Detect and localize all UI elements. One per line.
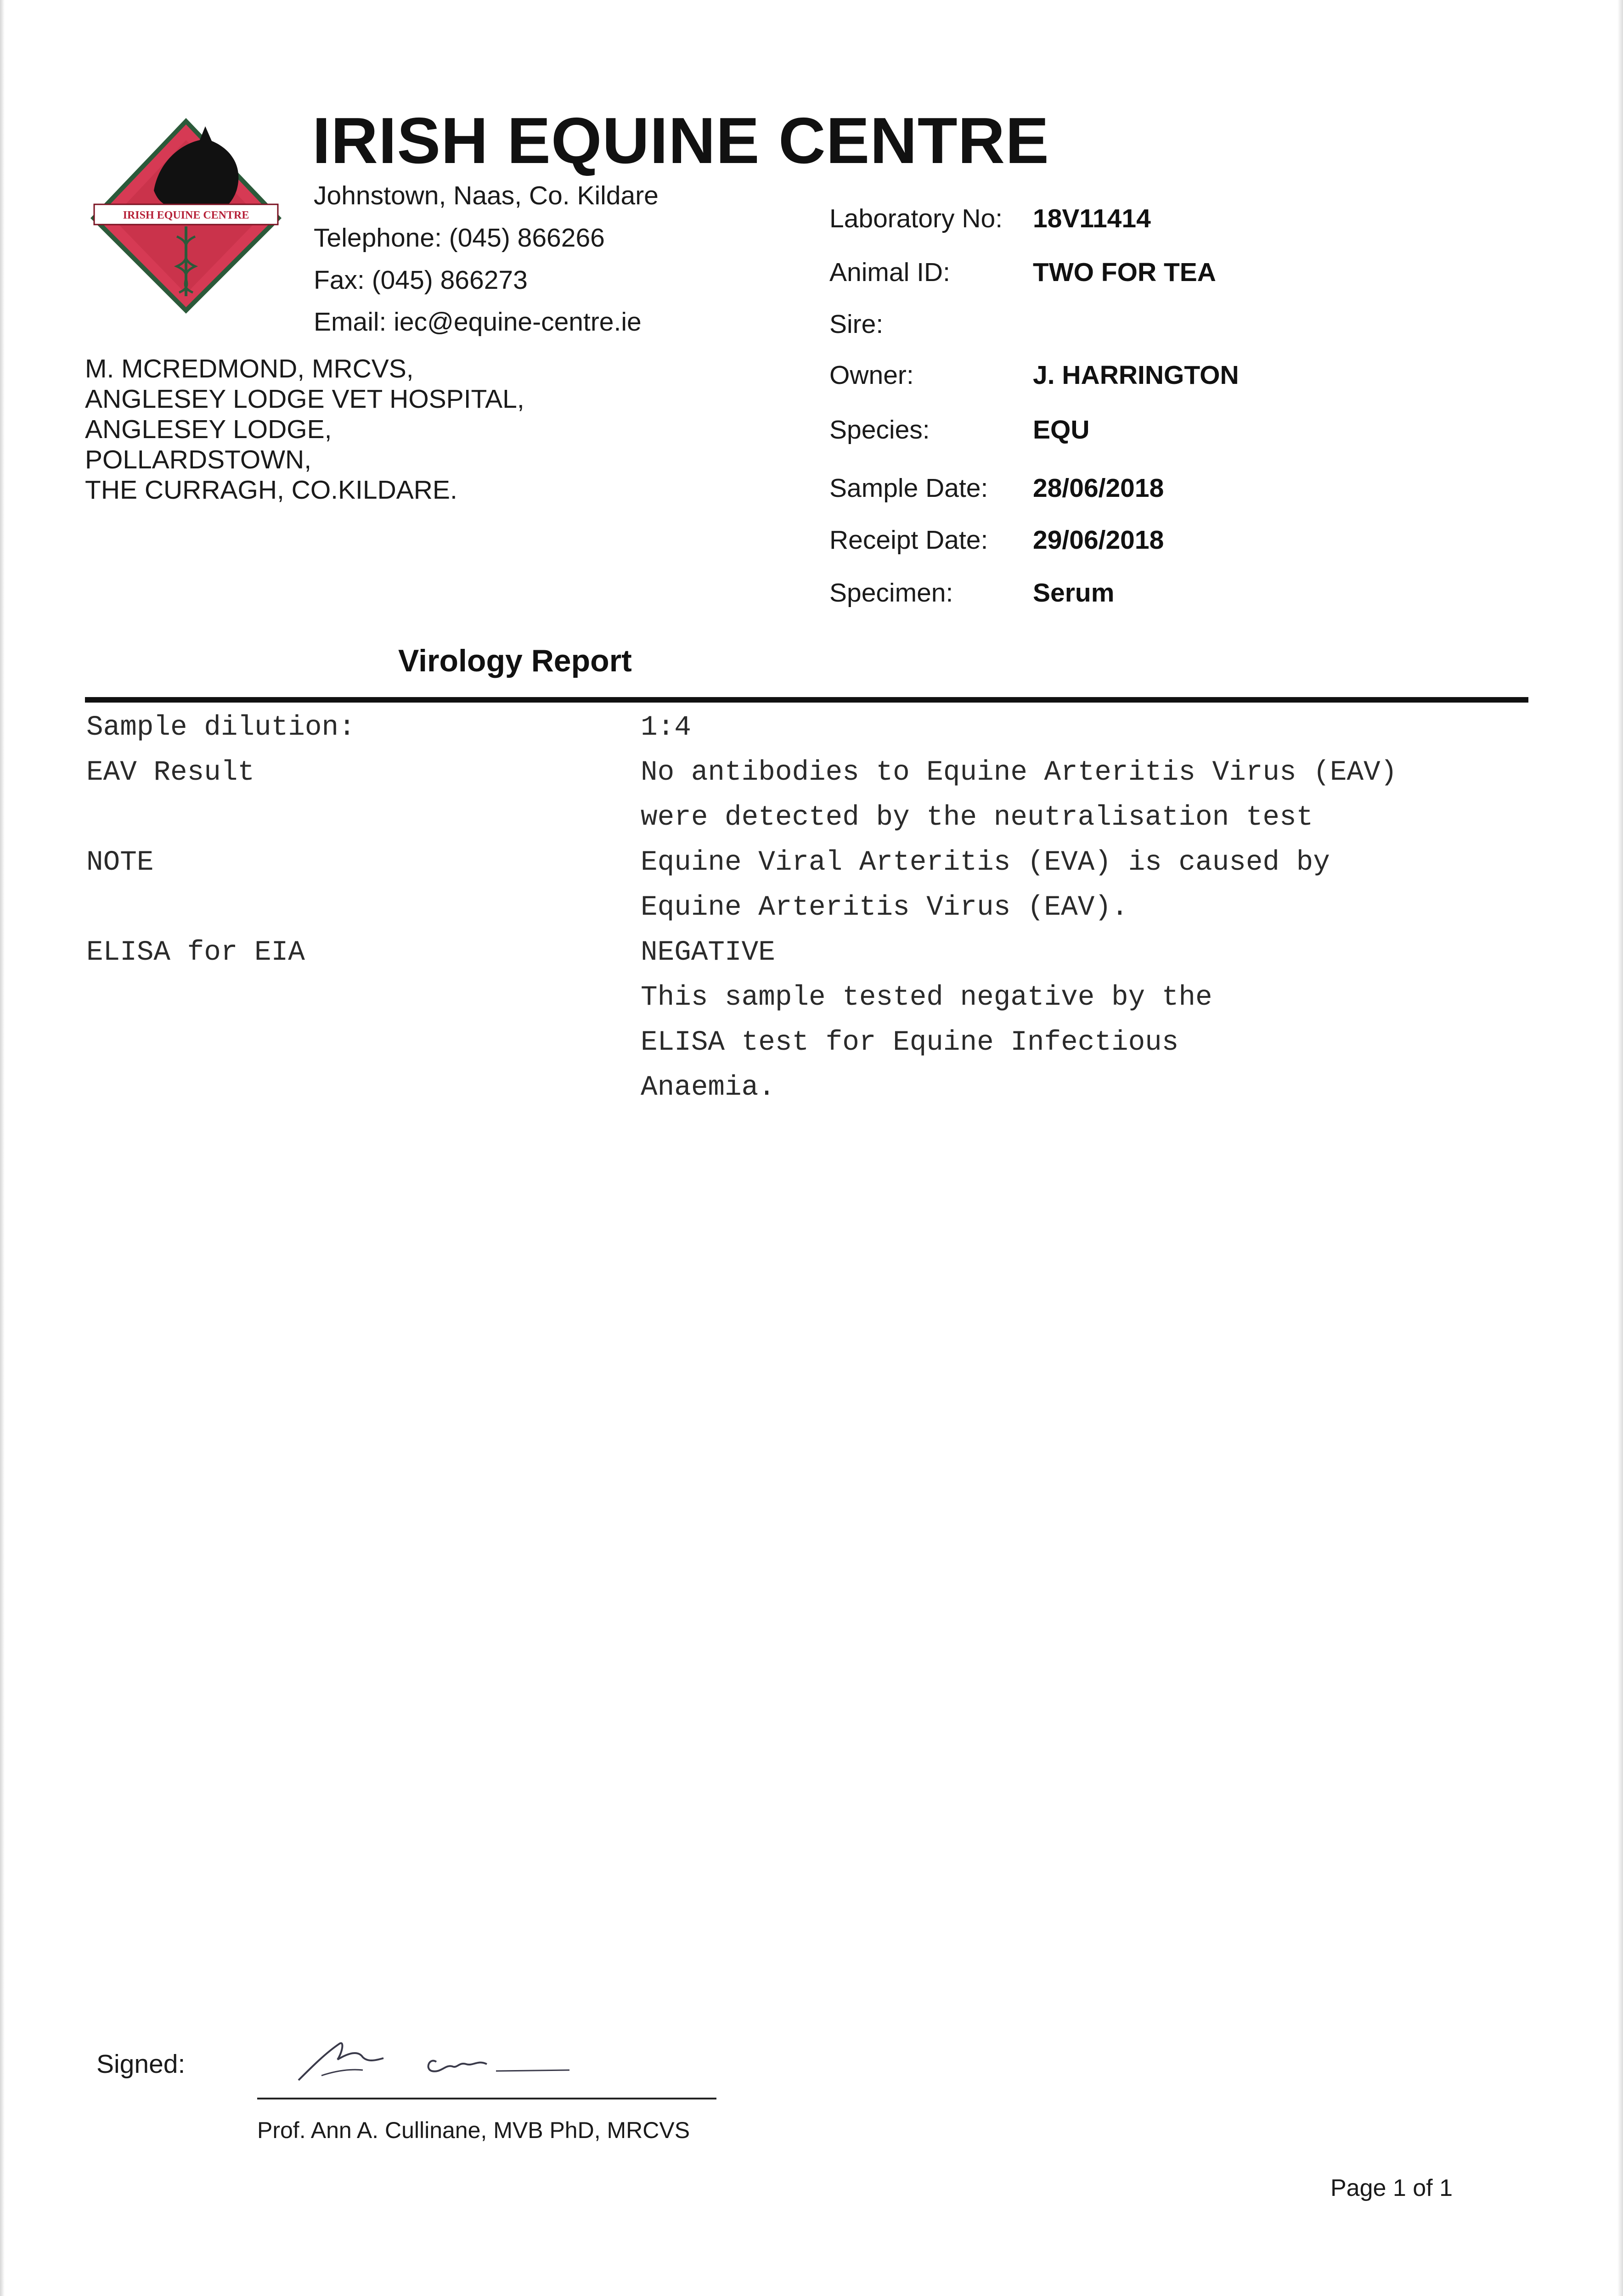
- lab-no-label: Laboratory No:: [829, 204, 1003, 233]
- page-number: Page 1 of 1: [1330, 2175, 1453, 2201]
- irish-equine-centre-logo: [85, 113, 287, 319]
- animal-id-label: Animal ID:: [829, 258, 950, 287]
- result-value-line: Anaemia.: [641, 1072, 775, 1103]
- recipient-line: THE CURRAGH, CO.KILDARE.: [85, 475, 457, 505]
- recipient-address: [85, 354, 524, 505]
- result-value-line: Equine Viral Arteritis (EVA) is caused by: [641, 847, 1330, 878]
- result-value-line: were detected by the neutralisation test: [641, 802, 1313, 833]
- recipient-line: POLLARDSTOWN,: [85, 445, 312, 474]
- logo-banner-text: IRISH EQUINE CENTRE: [123, 209, 249, 221]
- signatory-name: Prof. Ann A. Cullinane, MVB PhD, MRCVS: [257, 2117, 690, 2143]
- result-value-line: No antibodies to Equine Arteritis Virus (EAV): [641, 757, 1398, 788]
- result-label-elisa: ELISA for EIA: [86, 937, 305, 968]
- lab-no-value: 18V11414: [1033, 204, 1151, 233]
- recipient-line: ANGLESEY LODGE,: [85, 415, 332, 444]
- email-line: Email: iec@equine-centre.ie: [314, 307, 642, 337]
- result-value-line: ELISA test for Equine Infectious: [641, 1027, 1179, 1058]
- handwritten-signature: [294, 2025, 652, 2094]
- sire-label: Sire:: [829, 310, 884, 339]
- signed-label: Signed:: [96, 2049, 186, 2079]
- species-value: EQU: [1033, 415, 1090, 445]
- result-label-note: NOTE: [86, 847, 154, 878]
- result-value-line: Equine Arteritis Virus (EAV).: [641, 892, 1128, 923]
- result-value-line: NEGATIVE: [641, 937, 775, 968]
- sample-date-value: 28/06/2018: [1033, 473, 1164, 503]
- address-line: Johnstown, Naas, Co. Kildare: [314, 181, 659, 210]
- species-label: Species:: [829, 415, 930, 445]
- receipt-date-value: 29/06/2018: [1033, 525, 1164, 555]
- recipient-line: M. MCREDMOND, MRCVS,: [85, 354, 414, 383]
- signature-line: [257, 2098, 716, 2099]
- owner-label: Owner:: [829, 360, 914, 390]
- result-value-line: This sample tested negative by the: [641, 982, 1212, 1013]
- animal-id-value: TWO FOR TEA: [1033, 258, 1216, 287]
- header-rule: [85, 697, 1528, 703]
- sample-date-label: Sample Date:: [829, 473, 988, 503]
- scan-edge-left: [0, 0, 5, 2296]
- result-value-line: 1:4: [641, 712, 691, 743]
- result-label-eav: EAV Result: [86, 757, 255, 788]
- recipient-line: ANGLESEY LODGE VET HOSPITAL,: [85, 384, 524, 414]
- receipt-date-label: Receipt Date:: [829, 525, 988, 555]
- fax-line: Fax: (045) 866273: [314, 265, 528, 295]
- specimen-label: Specimen:: [829, 578, 953, 608]
- scan-edge-right: [1617, 0, 1623, 2296]
- organization-title: IRISH EQUINE CENTRE: [312, 104, 1049, 177]
- owner-value: J. HARRINGTON: [1033, 360, 1239, 390]
- telephone-line: Telephone: (045) 866266: [314, 223, 605, 253]
- report-title: Virology Report: [398, 643, 632, 678]
- result-label-sample-dilution: Sample dilution:: [86, 712, 355, 743]
- specimen-value: Serum: [1033, 578, 1115, 608]
